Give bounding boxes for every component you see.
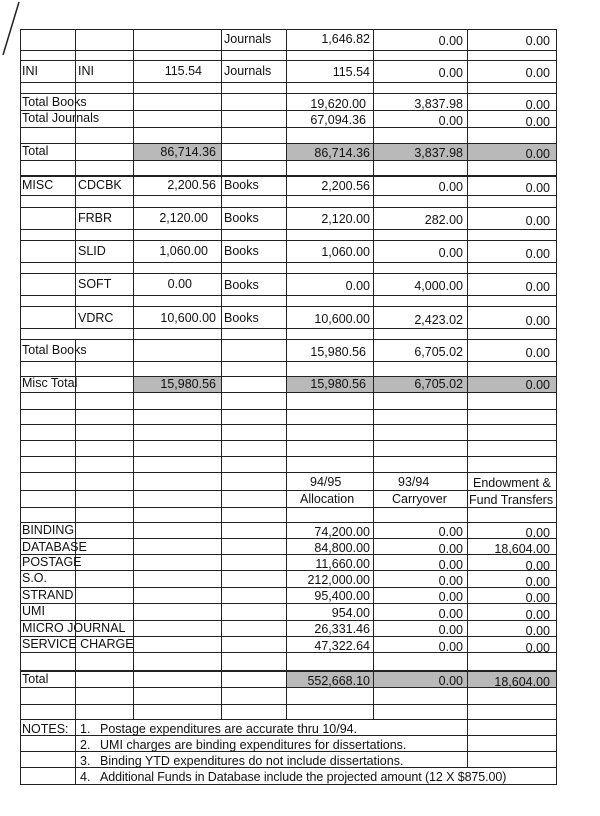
notes-label: NOTES: — [22, 722, 69, 736]
note-number: 2. — [80, 738, 91, 752]
note-text: Postage expenditures are accurate thru 10/94. — [100, 722, 358, 736]
allocation-label: BINDING — [22, 523, 75, 537]
allocation-label: MICRO JOURNAL — [22, 621, 126, 635]
allocation-header-label: Allocation — [300, 492, 355, 506]
misc-type: Books — [224, 211, 259, 225]
misc-c6: 282.00 — [424, 213, 463, 227]
total-books-c7: 0.00 — [525, 98, 550, 112]
grand-total-c6: 3,837.98 — [414, 146, 463, 160]
allocation-c6: 0.00 — [438, 574, 463, 588]
allocation-total-c7: 18,604.00 — [494, 675, 550, 689]
allocation-c6: 0.00 — [438, 640, 463, 654]
allocation-total-label: Total — [22, 672, 49, 686]
misc-total-books-c5: 15,980.56 — [310, 345, 366, 359]
misc-c5: 1,060.00 — [321, 245, 370, 259]
misc-c3: 0.00 — [167, 277, 192, 291]
misc-total-books-c6: 6,705.02 — [414, 345, 463, 359]
misc-type: Books — [224, 178, 259, 192]
total-journals-c6: 0.00 — [438, 114, 463, 128]
journals-c5: 1,646.82 — [321, 32, 370, 46]
allocation-c5: 74,200.00 — [314, 525, 370, 539]
allocation-c7: 0.00 — [525, 641, 550, 655]
ini-c7: 0.00 — [525, 66, 550, 80]
total-journals-c7: 0.00 — [525, 115, 550, 129]
endowment-header-line2: Fund Transfers — [469, 493, 554, 507]
misc-c7: 0.00 — [525, 314, 550, 328]
note-text: Binding YTD expenditures do not include dissertations. — [100, 754, 404, 768]
total-books-c5: 19,620.00 — [310, 97, 366, 111]
allocation-c7: 0.00 — [525, 559, 550, 573]
journals-c7: 0.00 — [525, 34, 550, 48]
carryover-header-label: Carryover — [392, 492, 447, 506]
misc-type: Books — [224, 278, 259, 292]
misc-c6: 2,423.02 — [414, 313, 463, 327]
misc-c7: 0.00 — [525, 214, 550, 228]
journals-c6: 0.00 — [438, 34, 463, 48]
allocation-label: UMI — [22, 604, 45, 618]
misc-sub: FRBR — [78, 211, 113, 225]
note-text: UMI charges are binding expenditures for dissertations. — [100, 738, 407, 752]
misc-c3: 10,600.00 — [160, 311, 216, 325]
allocation-c6: 0.00 — [438, 607, 463, 621]
allocation-c5: 11,660.00 — [315, 557, 370, 571]
total-books-c6: 3,837.98 — [414, 97, 463, 111]
allocation-c5: 26,331.46 — [314, 622, 370, 636]
misc-total-c3: 15,980.56 — [160, 377, 216, 391]
total-journals-c5: 67,094.36 — [310, 113, 366, 127]
allocation-total-c6: 0.00 — [438, 674, 463, 688]
allocation-c6: 0.00 — [438, 558, 463, 572]
allocation-label: SERVICE CHARGE — [22, 637, 134, 651]
allocation-c5: 84,800.00 — [314, 541, 370, 555]
misc-sub: SOFT — [78, 277, 112, 291]
misc-code: MISC — [22, 178, 54, 192]
allocation-c5: 212,000.00 — [307, 573, 370, 587]
total-books-label: Total Books — [22, 95, 87, 109]
allocation-total-c5: 552,668.10 — [307, 674, 370, 688]
misc-c5: 10,600.00 — [314, 312, 370, 326]
note-number: 1. — [80, 722, 91, 736]
allocation-c5: 95,400.00 — [314, 589, 370, 603]
endowment-header-line1: Endowment & — [473, 476, 551, 490]
ini-sub: INI — [78, 64, 94, 78]
pen-mark — [0, 0, 24, 60]
note-number: 4. — [80, 770, 91, 784]
misc-total-books-label: Total Books — [22, 343, 87, 357]
misc-total-c6: 6,705.02 — [414, 377, 463, 391]
allocation-header-year: 94/95 — [310, 475, 342, 489]
misc-c5: 2,120.00 — [321, 212, 370, 226]
total-journals-label: Total Journals — [22, 111, 100, 125]
allocation-label: POSTAGE — [22, 555, 82, 569]
misc-c3: 2,200.56 — [167, 178, 216, 192]
ini-c3: 115.54 — [164, 64, 202, 78]
grand-total-c5: 86,714.36 — [314, 146, 370, 160]
misc-c5: 0.00 — [345, 279, 370, 293]
grand-total-label: Total — [22, 144, 49, 158]
misc-c6: 0.00 — [438, 246, 463, 260]
misc-total-books-c7: 0.00 — [525, 346, 550, 360]
note-text: Additional Funds in Database include the projected amount (12 X $875.00) — [100, 770, 507, 784]
misc-sub: SLID — [78, 244, 106, 258]
allocation-label: DATABASE — [22, 540, 87, 554]
allocation-c7: 0.00 — [525, 526, 550, 540]
misc-c7: 0.00 — [525, 247, 550, 261]
ini-code: INI — [22, 64, 38, 78]
allocation-c6: 0.00 — [438, 590, 463, 604]
carryover-header-year: 93/94 — [398, 475, 430, 489]
misc-type: Books — [224, 311, 259, 325]
grand-total-c3: 86,714.36 — [160, 145, 216, 159]
misc-type: Books — [224, 244, 259, 258]
ini-c5: 115.54 — [332, 65, 370, 79]
note-number: 3. — [80, 754, 91, 768]
grand-total-c7: 0.00 — [525, 147, 550, 161]
misc-sub: CDCBK — [78, 178, 122, 192]
allocation-c6: 0.00 — [438, 542, 463, 556]
misc-c3: 2,120.00 — [159, 211, 208, 225]
ini-type: Journals — [224, 64, 272, 78]
misc-sub: VDRC — [78, 311, 114, 325]
journals-label: Journals — [224, 32, 272, 46]
misc-total-c5: 15,980.56 — [310, 377, 366, 391]
allocation-c6: 0.00 — [438, 623, 463, 637]
allocation-c6: 0.00 — [438, 525, 463, 539]
allocation-label: S.O. — [22, 571, 48, 585]
allocation-c7: 0.00 — [525, 608, 550, 622]
misc-c6: 4,000.00 — [414, 279, 463, 293]
misc-c3: 1,060.00 — [159, 244, 208, 258]
allocation-c5: 954.00 — [331, 606, 370, 620]
misc-total-label: Misc Total — [22, 376, 78, 390]
allocation-c7: 0.00 — [525, 591, 550, 605]
misc-total-c7: 0.00 — [525, 378, 550, 392]
allocation-c5: 47,322.64 — [314, 639, 370, 653]
misc-c7: 0.00 — [525, 181, 550, 195]
allocation-label: STRAND — [22, 588, 74, 602]
allocation-c7: 0.00 — [525, 624, 550, 638]
ini-c6: 0.00 — [438, 66, 463, 80]
allocation-c7: 0.00 — [525, 575, 550, 589]
allocation-c7: 18,604.00 — [494, 542, 550, 556]
misc-c6: 0.00 — [438, 180, 463, 194]
misc-c5: 2,200.56 — [321, 179, 370, 193]
misc-c7: 0.00 — [525, 280, 550, 294]
